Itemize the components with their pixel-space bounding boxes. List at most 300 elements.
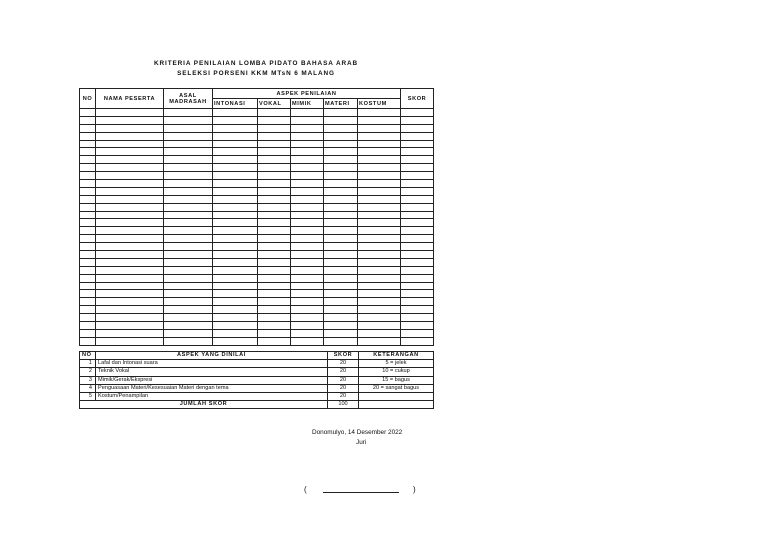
table-cell [291,203,324,211]
table-row [80,274,434,282]
header-no: NO [80,89,96,109]
table-row [80,337,434,345]
table-cell [258,124,291,132]
table-cell [80,282,96,290]
table-row [80,195,434,203]
table-row [80,258,434,266]
aspect-score: 20 [328,384,359,392]
table-cell [291,219,324,227]
table-cell [401,274,434,282]
table-cell [324,219,358,227]
table-cell [324,109,358,117]
table-cell [96,266,164,274]
table-cell [291,322,324,330]
table-cell [324,187,358,195]
aspect-score: 20 [328,392,359,400]
table-cell [324,116,358,124]
table-cell [324,266,358,274]
table-cell [80,203,96,211]
table-cell [80,180,96,188]
table-cell [80,322,96,330]
table-row [80,203,434,211]
table-cell [358,243,401,251]
table-cell [258,203,291,211]
table-cell [213,195,258,203]
table-row [80,251,434,259]
table-cell [291,172,324,180]
table-cell [324,156,358,164]
signature-role: Juri [356,439,367,446]
table-cell [358,132,401,140]
table-cell [213,109,258,117]
table-cell [164,258,213,266]
table-cell [358,164,401,172]
aspect-no: 3 [80,376,96,384]
table-cell [96,243,164,251]
table-cell [401,314,434,322]
table-cell [324,306,358,314]
table-cell [80,187,96,195]
table-cell [164,282,213,290]
table-cell [258,227,291,235]
table-cell [213,219,258,227]
table-cell [324,164,358,172]
table-cell [96,116,164,124]
aspect-name: Lafal dan Intonasi suara [96,360,328,368]
table-cell [96,322,164,330]
table-cell [80,132,96,140]
table-cell [213,116,258,124]
table-cell [213,156,258,164]
table-cell [401,140,434,148]
table-cell [358,180,401,188]
table-cell [164,124,213,132]
table-cell [291,180,324,188]
table-cell [358,219,401,227]
aspect-header-keterangan: KETERANGAN [359,352,434,360]
table-cell [358,337,401,345]
table-cell [258,180,291,188]
table-cell [164,195,213,203]
table-cell [213,164,258,172]
table-cell [258,140,291,148]
table-cell [324,258,358,266]
table-cell [324,124,358,132]
table-cell [96,274,164,282]
table-cell [401,235,434,243]
table-cell [291,187,324,195]
aspect-score: 20 [328,376,359,384]
table-cell [258,243,291,251]
table-cell [164,227,213,235]
aspect-note: 15 = bagus [359,376,434,384]
table-cell [96,109,164,117]
table-cell [358,290,401,298]
table-cell [324,322,358,330]
table-cell [401,251,434,259]
table-cell [96,258,164,266]
table-cell [358,140,401,148]
aspect-note [359,392,434,400]
table-cell [291,298,324,306]
table-row [80,266,434,274]
table-cell [80,164,96,172]
table-cell [258,211,291,219]
table-cell [258,306,291,314]
table-cell [96,164,164,172]
header-skor: SKOR [401,89,434,109]
table-row [80,116,434,124]
table-cell [96,187,164,195]
table-row [80,329,434,337]
table-cell [213,298,258,306]
table-cell [258,282,291,290]
table-cell [401,180,434,188]
table-cell [401,172,434,180]
header-aspek-penilaian: ASPEK PENILAIAN [213,89,401,99]
table-cell [324,227,358,235]
table-cell [324,180,358,188]
aspect-header-no: NO [80,352,96,360]
table-cell [213,180,258,188]
table-cell [213,329,258,337]
table-cell [80,148,96,156]
table-cell [291,290,324,298]
total-row [80,401,434,409]
table-cell [96,132,164,140]
table-cell [80,298,96,306]
table-cell [164,187,213,195]
table-cell [258,164,291,172]
table-cell [96,180,164,188]
aspect-note: 20 = sangat bagus [359,384,434,392]
table-cell [258,251,291,259]
table-cell [80,227,96,235]
table-cell [401,322,434,330]
table-cell [291,329,324,337]
table-cell [324,298,358,306]
table-cell [358,116,401,124]
table-cell [164,290,213,298]
table-cell [401,156,434,164]
table-cell [213,203,258,211]
table-cell [401,329,434,337]
aspect-score: 20 [328,360,359,368]
signature-line [323,492,399,493]
table-cell [358,274,401,282]
aspect-no: 2 [80,368,96,376]
table-cell [164,164,213,172]
table-cell [213,172,258,180]
table-cell [258,274,291,282]
table-cell [80,266,96,274]
table-cell [358,195,401,203]
table-cell [213,211,258,219]
table-cell [291,235,324,243]
header-kostum: KOSTUM [358,99,401,109]
table-cell [96,124,164,132]
table-cell [358,227,401,235]
table-cell [358,298,401,306]
table-row [80,187,434,195]
table-cell [96,211,164,219]
table-cell [401,187,434,195]
table-row [80,109,434,117]
table-cell [324,274,358,282]
table-cell [401,132,434,140]
table-cell [401,116,434,124]
table-cell [291,116,324,124]
table-cell [96,140,164,148]
table-cell [258,329,291,337]
aspect-no: 5 [80,392,96,400]
table-cell [324,329,358,337]
total-value: 100 [328,401,359,409]
table-cell [96,298,164,306]
table-cell [258,337,291,345]
header-nama-peserta: NAMA PESERTA [96,89,164,109]
score-table-body [80,109,434,346]
total-label: JUMLAH SKOR [80,401,328,409]
table-cell [80,219,96,227]
table-row [80,384,434,392]
table-cell [324,337,358,345]
table-cell [164,180,213,188]
table-row [80,306,434,314]
header-asal-madrasah: ASAL MADRASAH [164,89,213,109]
table-cell [164,322,213,330]
table-cell [213,306,258,314]
table-cell [358,266,401,274]
table-cell [401,109,434,117]
aspect-note: 5 = jelek [359,360,434,368]
table-cell [164,140,213,148]
signature-place-date: Donomulyo, 14 Desember 2022 [312,429,403,436]
table-cell [213,187,258,195]
table-cell [291,243,324,251]
header-intonasi: INTONASI [213,99,258,109]
table-cell [401,203,434,211]
table-row [80,392,434,400]
table-cell [291,258,324,266]
table-cell [358,124,401,132]
aspect-header-aspek: ASPEK YANG DINILAI [96,352,328,360]
table-cell [324,132,358,140]
table-cell [213,251,258,259]
table-cell [401,266,434,274]
table-cell [213,282,258,290]
table-cell [80,251,96,259]
table-cell [213,258,258,266]
table-cell [96,156,164,164]
table-cell [164,219,213,227]
aspect-note: 10 = cukup [359,368,434,376]
table-cell [80,243,96,251]
table-cell [80,306,96,314]
table-cell [80,109,96,117]
table-cell [358,203,401,211]
table-cell [291,211,324,219]
signature-close-paren: ) [413,485,416,494]
table-cell [164,306,213,314]
table-row [80,124,434,132]
score-table [79,88,434,346]
aspect-header-skor: SKOR [328,352,359,360]
table-cell [401,290,434,298]
table-cell [96,290,164,298]
table-cell [80,211,96,219]
header-materi: MATERI [324,99,358,109]
table-cell [324,172,358,180]
table-cell [164,298,213,306]
table-cell [358,329,401,337]
table-cell [291,124,324,132]
aspect-name: Mimik/Gerak/Ekspresi [96,376,328,384]
table-cell [80,172,96,180]
table-cell [291,227,324,235]
table-row [80,235,434,243]
table-cell [291,195,324,203]
table-cell [401,195,434,203]
table-cell [258,258,291,266]
table-cell [164,337,213,345]
table-cell [213,227,258,235]
table-cell [291,109,324,117]
table-cell [358,187,401,195]
table-cell [80,290,96,298]
table-cell [96,337,164,345]
table-cell [164,211,213,219]
table-cell [213,124,258,132]
aspect-no: 4 [80,384,96,392]
table-cell [401,298,434,306]
table-cell [213,235,258,243]
table-row [80,164,434,172]
table-row [80,172,434,180]
table-cell [401,211,434,219]
table-cell [291,282,324,290]
table-cell [324,140,358,148]
table-cell [358,258,401,266]
table-cell [164,329,213,337]
table-cell [96,148,164,156]
table-cell [164,274,213,282]
table-row [80,156,434,164]
table-cell [358,251,401,259]
document-title: KRITERIA PENILAIAN LOMBA PIDATO BAHASA ARAB [153,60,359,67]
table-row [80,211,434,219]
table-cell [324,290,358,298]
table-cell [291,156,324,164]
table-cell [80,156,96,164]
table-row [80,368,434,376]
table-cell [401,282,434,290]
table-cell [401,124,434,132]
table-cell [291,251,324,259]
table-cell [80,235,96,243]
table-cell [401,258,434,266]
table-cell [96,282,164,290]
table-cell [164,266,213,274]
table-cell [358,314,401,322]
table-cell [213,148,258,156]
table-cell [80,274,96,282]
signature-open-paren: ( [304,485,307,494]
table-cell [401,306,434,314]
table-cell [258,195,291,203]
table-cell [164,132,213,140]
table-row [80,282,434,290]
table-cell [358,322,401,330]
table-cell [258,298,291,306]
table-cell [164,116,213,124]
table-row [80,376,434,384]
aspect-table [79,351,434,409]
table-cell [80,195,96,203]
table-cell [324,148,358,156]
table-cell [358,156,401,164]
table-cell [358,172,401,180]
table-cell [291,314,324,322]
table-cell [358,282,401,290]
table-cell [213,314,258,322]
table-cell [96,251,164,259]
table-cell [324,235,358,243]
table-row [80,180,434,188]
aspect-name: Penguasaan Materi/Kesesuaian Materi dengan tema [96,384,328,392]
table-cell [358,235,401,243]
table-cell [258,219,291,227]
table-cell [291,148,324,156]
table-cell [324,211,358,219]
table-cell [324,314,358,322]
table-cell [96,203,164,211]
table-cell [80,140,96,148]
table-row [80,140,434,148]
table-cell [291,306,324,314]
table-cell [96,314,164,322]
aspect-no: 1 [80,360,96,368]
table-cell [324,195,358,203]
table-cell [291,337,324,345]
table-row [80,322,434,330]
table-cell [258,116,291,124]
table-cell [213,243,258,251]
table-cell [358,306,401,314]
table-cell [258,322,291,330]
table-cell [164,203,213,211]
table-cell [324,282,358,290]
table-cell [80,116,96,124]
table-cell [258,132,291,140]
table-row [80,243,434,251]
table-row [80,227,434,235]
table-cell [164,243,213,251]
table-cell [324,243,358,251]
table-cell [401,243,434,251]
table-cell [80,258,96,266]
table-cell [258,156,291,164]
table-cell [96,227,164,235]
table-row [80,314,434,322]
document-subtitle: SELEKSI PORSENI KKM MTsN 6 MALANG [177,70,335,77]
table-cell [164,109,213,117]
header-vokal: VOKAL [258,99,291,109]
table-cell [213,322,258,330]
table-cell [213,140,258,148]
table-cell [358,109,401,117]
table-cell [258,109,291,117]
